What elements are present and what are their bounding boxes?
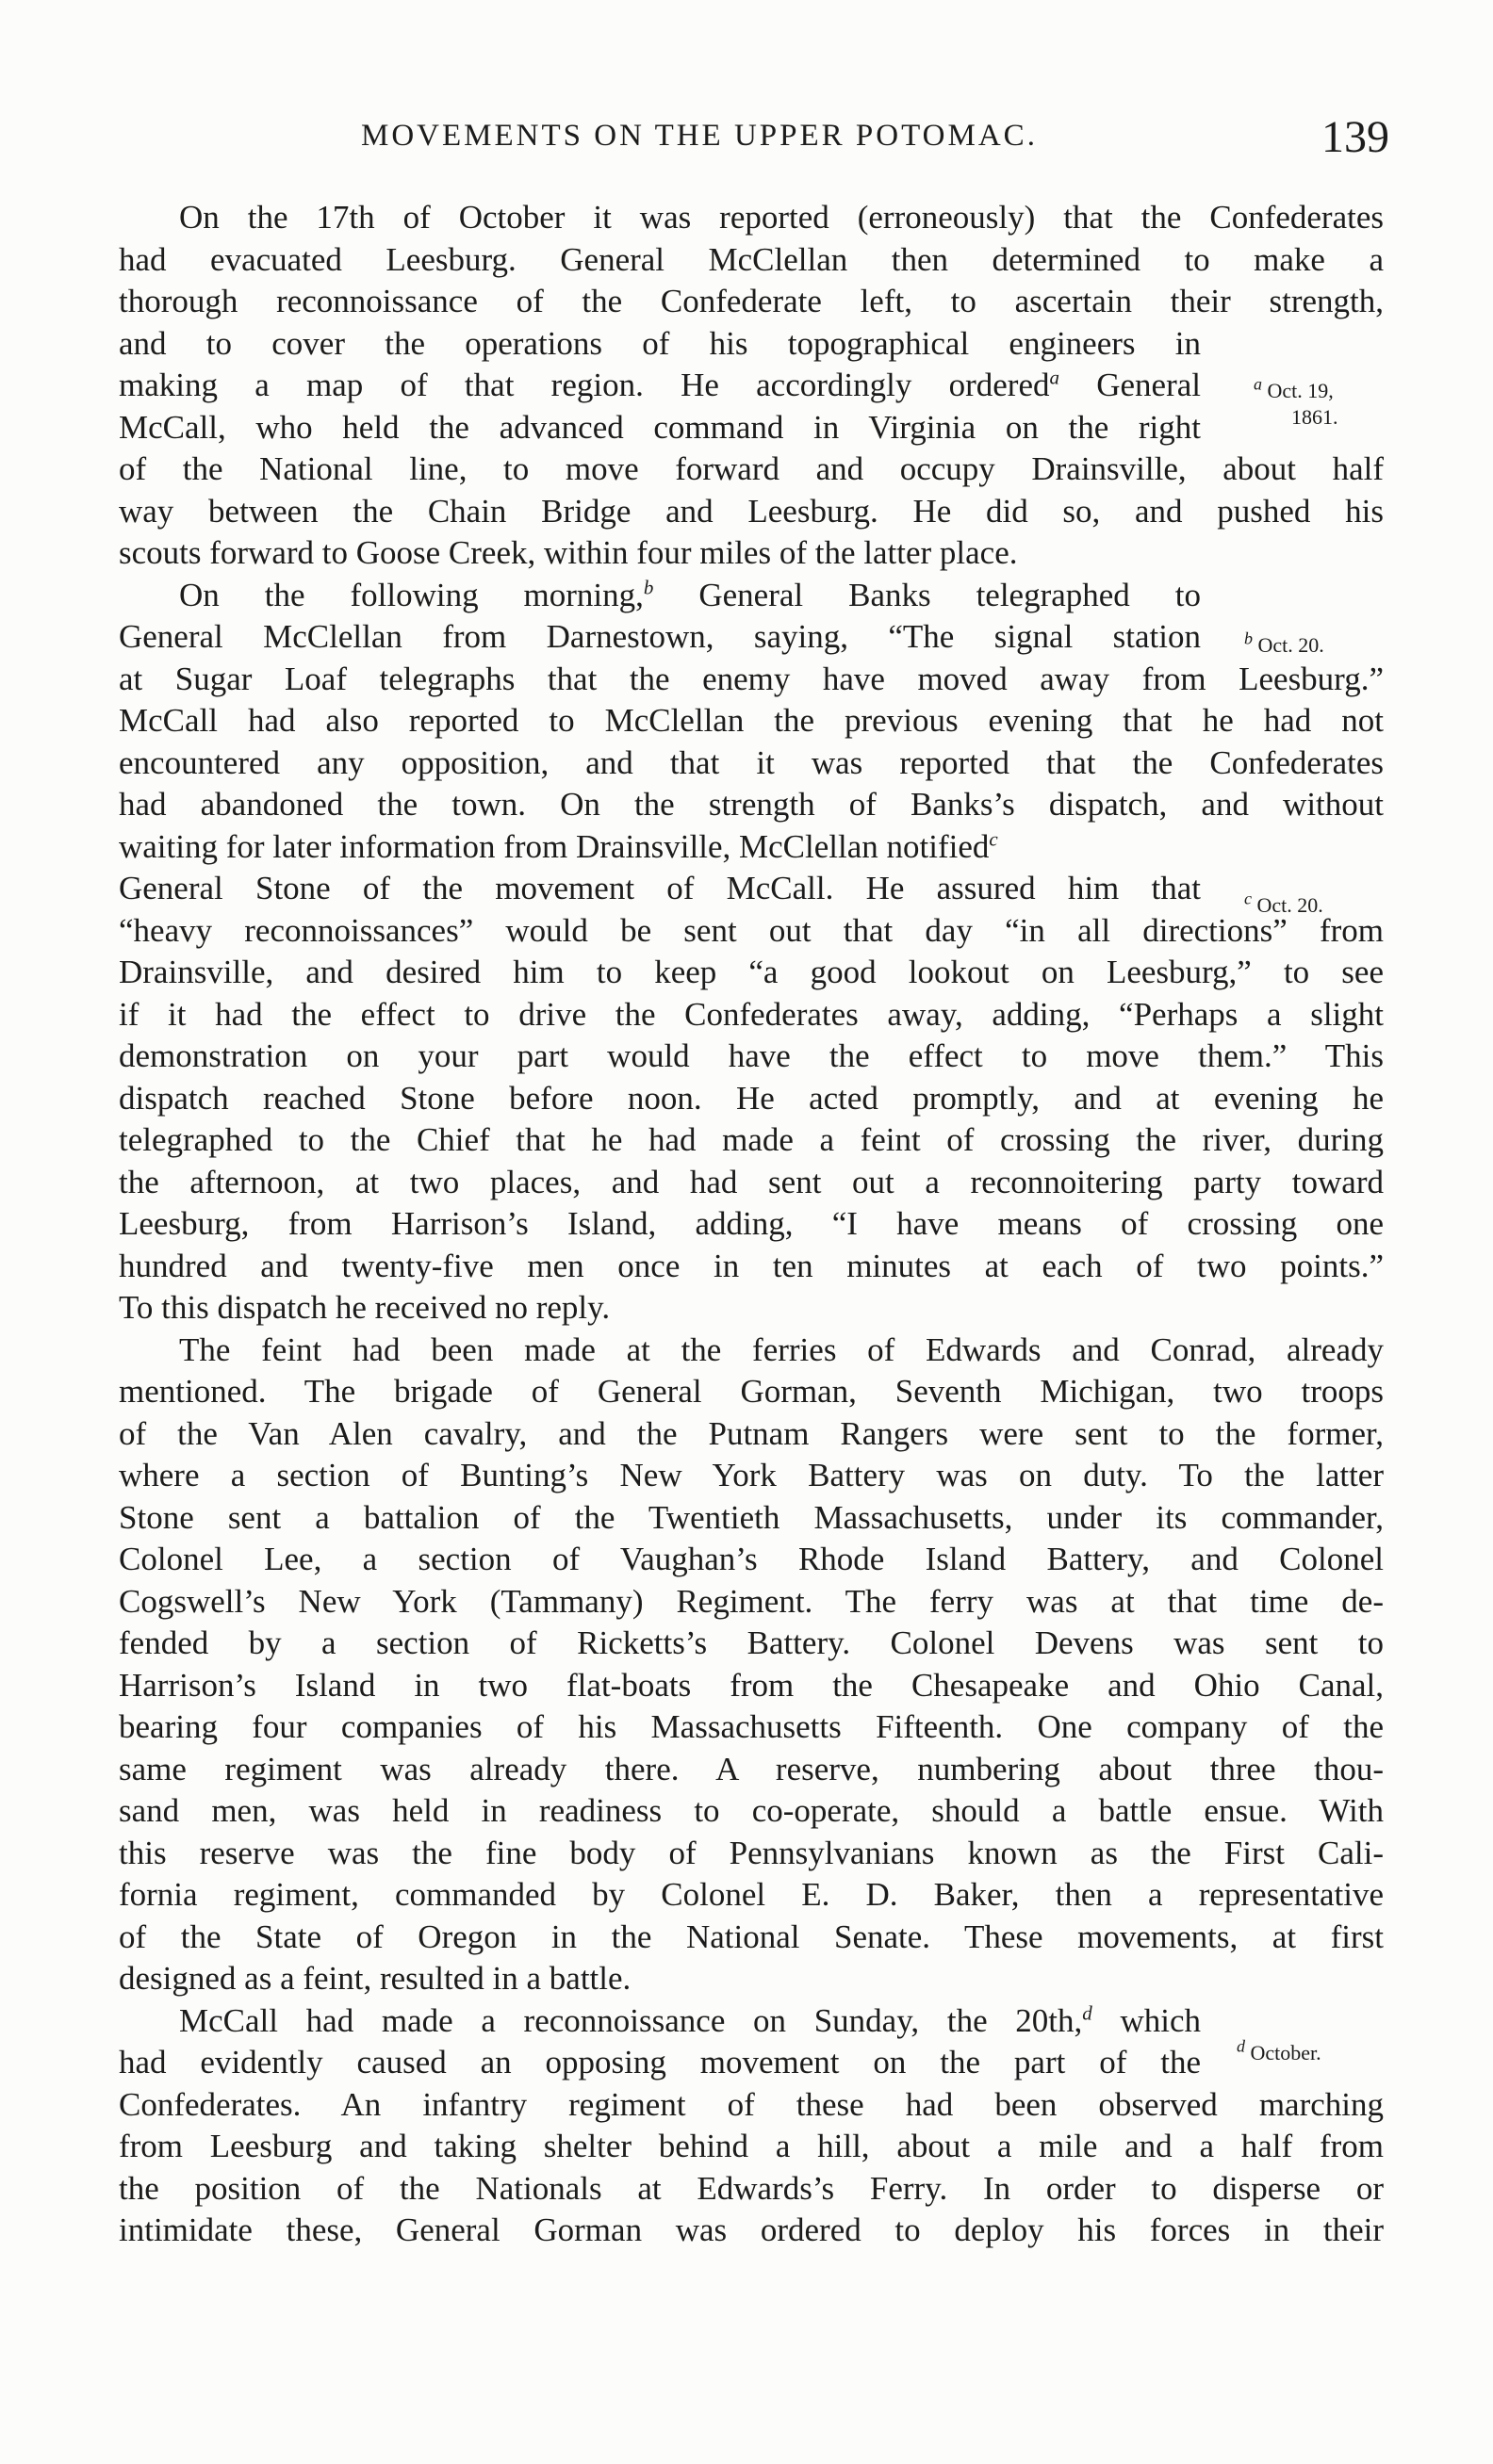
text-line: On the 17th of October it was reported (erroneously) that the Confederates xyxy=(179,199,1384,236)
margin-note-text: Oct. 20. xyxy=(1256,893,1323,917)
text-line: of the State of Oregon in the National Senate. These movements, at first xyxy=(119,1918,1384,1955)
running-title: MOVEMENTS ON THE UPPER POTOMAC. xyxy=(361,119,1038,153)
running-head xyxy=(0,111,1493,168)
footnote-ref: b xyxy=(643,576,654,599)
footnote-ref: c xyxy=(989,827,998,851)
margin-note-d xyxy=(1237,2036,1321,2065)
footnote-ref: d xyxy=(1082,2001,1092,2025)
text-line: McCall had also reported to McClellan the previous evening that he had not xyxy=(119,702,1384,739)
margin-note-text: Oct. 19, xyxy=(1267,379,1334,402)
text-line: of the Van Alen cavalry, and the Putnam Rangers were sent to the former, xyxy=(119,1415,1384,1452)
footnote-ref: a xyxy=(1049,366,1059,389)
text-line: same regiment was already there. A reserve, numbering about three thou- xyxy=(119,1751,1384,1787)
text-line: intimidate these, General Gorman was ordered to deploy his forces in their xyxy=(119,2211,1384,2248)
text-line: had evacuated Leesburg. General McClellan then determined to make a xyxy=(119,241,1384,278)
text-segment: making a map of that region. He accordingly ordered xyxy=(119,367,1050,403)
text-line: had abandoned the town. On the strength of Banks’s dispatch, and without xyxy=(119,786,1384,823)
text-line: and to cover the operations of his topographical engineers in xyxy=(119,325,1201,362)
text-line: To this dispatch he received no reply. xyxy=(119,1289,611,1326)
text-line: thorough reconnoissance of the Confederate left, to ascertain their strength, xyxy=(119,283,1384,319)
text-line xyxy=(179,1999,1201,2042)
text-line: Stone sent a battalion of the Twentieth Massachusetts, under its commander, xyxy=(119,1499,1384,1536)
text-line: sand men, was held in readiness to co-operate, should a battle ensue. With xyxy=(119,1792,1384,1829)
text-line: The feint had been made at the ferries of Edwards and Conrad, already xyxy=(179,1331,1384,1368)
margin-note-b xyxy=(1244,628,1324,658)
text-line: encountered any opposition, and that it was reported that the Confederates xyxy=(119,744,1384,781)
text-segment: McCall had made a reconnoissance on Sunday, the 20th, xyxy=(179,2002,1083,2039)
text-line: dispatch reached Stone before noon. He acted promptly, and at evening he xyxy=(119,1080,1384,1117)
text-line: Confederates. An infantry regiment of these had been observed marching xyxy=(119,2086,1384,2123)
text-line: of the National line, to move forward and occupy Drainsville, about half xyxy=(119,450,1384,487)
margin-note-marker: c xyxy=(1244,889,1252,908)
margin-note-a xyxy=(1254,374,1334,403)
margin-note-c xyxy=(1244,889,1323,918)
text-segment: waiting for later information from Drainsville, McClellan notified xyxy=(119,828,990,865)
text-line: where a section of Bunting’s New York Battery was on duty. To the latter xyxy=(119,1457,1384,1493)
text-line: this reserve was the fine body of Pennsylvanians known as the First Cali- xyxy=(119,1835,1384,1871)
text-line xyxy=(179,574,1201,616)
text-line: from Leesburg and taking shelter behind a hill, about a mile and a half from xyxy=(119,2128,1384,2164)
margin-note-year: 1861. xyxy=(1291,405,1338,429)
text-line: Cogswell’s New York (Tammany) Regiment. The ferry was at that time de- xyxy=(119,1583,1384,1620)
text-line: mentioned. The brigade of General Gorman, Seventh Michigan, two troops xyxy=(119,1373,1384,1410)
text-line: way between the Chain Bridge and Leesburg. He did so, and pushed his xyxy=(119,493,1384,530)
text-line: Harrison’s Island in two flat-boats from the Chesapeake and Ohio Canal, xyxy=(119,1667,1384,1704)
text-line: fornia regiment, commanded by Colonel E. D. Baker, then a representative xyxy=(119,1876,1384,1913)
text-line: McCall, who held the advanced command in Virginia on the right xyxy=(119,409,1201,446)
text-segment: General Banks telegraphed to xyxy=(698,577,1201,613)
margin-note-text: Oct. 20. xyxy=(1257,633,1324,657)
text-segment: On the following morning, xyxy=(179,577,644,613)
text-line: had evidently caused an opposing movement on the part of the xyxy=(119,2044,1201,2081)
text-line: bearing four companies of his Massachusetts Fifteenth. One company of the xyxy=(119,1708,1384,1745)
margin-note-text: October. xyxy=(1250,2041,1321,2064)
page-number: 139 xyxy=(1321,112,1389,162)
text-line xyxy=(119,364,1201,406)
margin-note-marker: d xyxy=(1237,2036,1245,2056)
text-line: Drainsville, and desired him to keep “a good lookout on Leesburg,” to see xyxy=(119,954,1384,990)
text-line: designed as a feint, resulted in a battle. xyxy=(119,1960,632,1997)
text-segment: which xyxy=(1120,2002,1201,2039)
margin-note-marker: a xyxy=(1254,374,1262,394)
text-line: at Sugar Loaf telegraphs that the enemy have moved away from Leesburg.” xyxy=(119,661,1384,697)
text-line: the afternoon, at two places, and had sent out a reconnoitering party toward xyxy=(119,1164,1384,1200)
text-line: hundred and twenty-five men once in ten minutes at each of two points.” xyxy=(119,1248,1384,1284)
text-line: the position of the Nationals at Edwards’s Ferry. In order to disperse or xyxy=(119,2170,1384,2207)
text-line: telegraphed to the Chief that he had made a feint of crossing the river, during xyxy=(119,1121,1384,1158)
text-line xyxy=(119,825,1201,868)
text-line: demonstration on your part would have the effect to move them.” This xyxy=(119,1037,1384,1074)
margin-note-marker: b xyxy=(1244,628,1253,648)
text-line: General Stone of the movement of McCall. He assured him that xyxy=(119,870,1201,906)
text-line: scouts forward to Goose Creek, within four miles of the latter place. xyxy=(119,534,1018,571)
text-segment: General xyxy=(1096,367,1201,403)
margin-note-a-year xyxy=(1291,405,1338,430)
text-line: Colonel Lee, a section of Vaughan’s Rhode Island Battery, and Colonel xyxy=(119,1541,1384,1577)
text-line: fended by a section of Ricketts’s Battery. Colonel Devens was sent to xyxy=(119,1624,1384,1661)
text-line: General McClellan from Darnestown, saying, “The signal station xyxy=(119,618,1201,655)
text-line: “heavy reconnoissances” would be sent out that day “in all directions” from xyxy=(119,912,1384,949)
text-line: if it had the effect to drive the Confederates away, adding, “Perhaps a slight xyxy=(119,996,1384,1033)
text-line: Leesburg, from Harrison’s Island, adding, “I have means of crossing one xyxy=(119,1205,1384,1242)
